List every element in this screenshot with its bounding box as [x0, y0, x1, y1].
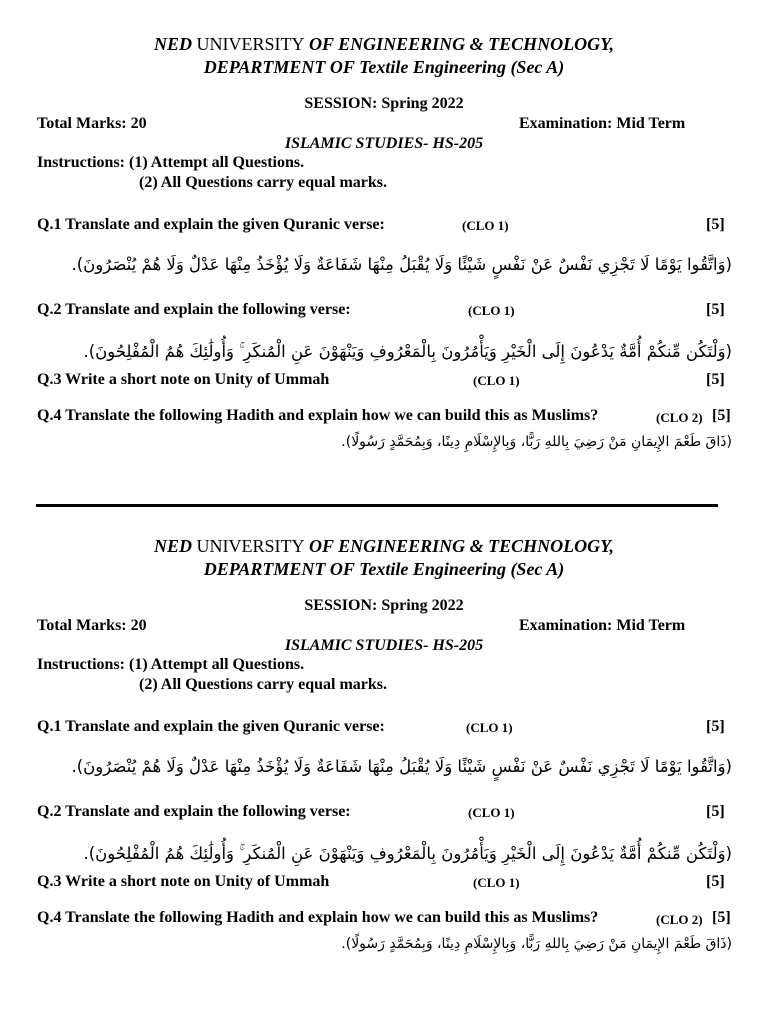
university-title — [0, 536, 768, 556]
univ-ned: NED — [153, 536, 192, 556]
question-1-clo: (CLO 1) — [462, 218, 509, 233]
univ-rest: OF ENGINEERING & TECHNOLOGY, — [308, 536, 615, 556]
instructions-line-2: (2) All Questions carry equal marks. — [139, 676, 387, 693]
question-2-clo: (CLO 1) — [468, 303, 515, 318]
question-1-text: Q.1 Translate and explain the given Quranic verse: — [37, 718, 385, 735]
question-3-text: Q.3 Write a short note on Unity of Ummah — [37, 371, 330, 388]
univ-rest: OF ENGINEERING & TECHNOLOGY, — [308, 34, 615, 54]
question-4-text: Q.4 Translate the following Hadith and explain how we can build this as Muslims? — [37, 909, 599, 926]
question-3-marks: [5] — [706, 873, 725, 890]
question-4-marks: [5] — [712, 407, 731, 424]
examination-type: Examination: Mid Term — [519, 115, 686, 132]
question-4-marks: [5] — [712, 909, 731, 926]
question-1-text: Q.1 Translate and explain the given Quranic verse: — [37, 216, 385, 233]
dept-name: Textile Engineering (Sec A) — [359, 57, 565, 77]
dept-prefix: DEPARTMENT OF — [203, 559, 355, 579]
question-3-text: Q.3 Write a short note on Unity of Ummah — [37, 873, 330, 890]
question-4-arabic-hadith: (ذَاقَ طَعْمَ الإِيمَانِ مَنْ رَضِيَ بِاللهِ رَبًّا، وَبِالإِسْلَامِ دِينًا، وَبِمُحَمَّدٍ رَسُولًا). — [341, 434, 732, 450]
total-marks: Total Marks: 20 — [37, 617, 147, 634]
department-title — [0, 559, 768, 579]
question-2-arabic-verse: (وَلْتَكُن مِّنكُمْ أُمَّةٌ يَدْعُونَ إِلَى الْخَيْرِ وَيَأْمُرُونَ بِالْمَعْرُوفِ وَيَنْهَوْنَ عَنِ الْمُنكَرِ ۚ وَأُولَٰئِكَ هُمُ الْمُفْلِحُونَ). — [83, 844, 732, 863]
exam-copy-top — [0, 0, 768, 500]
session-line: SESSION: Spring 2022 — [304, 95, 464, 112]
question-3-clo: (CLO 1) — [473, 373, 520, 388]
dept-name: Textile Engineering (Sec A) — [359, 559, 565, 579]
university-title — [0, 34, 768, 54]
question-3-clo: (CLO 1) — [473, 875, 520, 890]
course-title: ISLAMIC STUDIES- HS-205 — [284, 637, 484, 654]
question-4-clo: (CLO 2) — [656, 410, 703, 425]
exam-copy-bottom — [0, 502, 768, 1002]
question-4-text: Q.4 Translate the following Hadith and explain how we can build this as Muslims? — [37, 407, 599, 424]
question-1-marks: [5] — [706, 216, 725, 233]
department-title — [0, 57, 768, 77]
univ-university: UNIVERSITY — [196, 34, 305, 54]
examination-type: Examination: Mid Term — [519, 617, 686, 634]
univ-university: UNIVERSITY — [196, 536, 305, 556]
dept-prefix: DEPARTMENT OF — [203, 57, 355, 77]
question-2-text: Q.2 Translate and explain the following verse: — [37, 803, 351, 820]
question-1-marks: [5] — [706, 718, 725, 735]
instructions-line-1: Instructions: (1) Attempt all Questions. — [37, 656, 305, 673]
instructions-line-1: Instructions: (1) Attempt all Questions. — [37, 154, 305, 171]
question-1-clo: (CLO 1) — [466, 720, 513, 735]
total-marks: Total Marks: 20 — [37, 115, 147, 132]
instructions-line-2: (2) All Questions carry equal marks. — [139, 174, 387, 191]
question-2-marks: [5] — [706, 301, 725, 318]
question-1-arabic-verse: (وَاتَّقُوا يَوْمًا لَا تَجْزِي نَفْسٌ عَنْ نَفْسٍ شَيْئًا وَلَا يُقْبَلُ مِنْهَا شَفَاعَةٌ وَلَا يُؤْخَذُ مِنْهَا عَدْلٌ وَلَا هُمْ يُنْصَرُونَ). — [71, 255, 732, 274]
course-title: ISLAMIC STUDIES- HS-205 — [284, 135, 484, 152]
question-2-text: Q.2 Translate and explain the following verse: — [37, 301, 351, 318]
question-2-marks: [5] — [706, 803, 725, 820]
session-line: SESSION: Spring 2022 — [304, 597, 464, 614]
question-2-arabic-verse: (وَلْتَكُن مِّنكُمْ أُمَّةٌ يَدْعُونَ إِلَى الْخَيْرِ وَيَأْمُرُونَ بِالْمَعْرُوفِ وَيَنْهَوْنَ عَنِ الْمُنكَرِ ۚ وَأُولَٰئِكَ هُمُ الْمُفْلِحُونَ). — [83, 342, 732, 361]
question-3-marks: [5] — [706, 371, 725, 388]
question-4-clo: (CLO 2) — [656, 912, 703, 927]
univ-ned: NED — [153, 34, 192, 54]
question-1-arabic-verse: (وَاتَّقُوا يَوْمًا لَا تَجْزِي نَفْسٌ عَنْ نَفْسٍ شَيْئًا وَلَا يُقْبَلُ مِنْهَا شَفَاعَةٌ وَلَا يُؤْخَذُ مِنْهَا عَدْلٌ وَلَا هُمْ يُنْصَرُونَ). — [71, 757, 732, 776]
question-4-arabic-hadith: (ذَاقَ طَعْمَ الإِيمَانِ مَنْ رَضِيَ بِاللهِ رَبًّا، وَبِالإِسْلَامِ دِينًا، وَبِمُحَمَّدٍ رَسُولًا). — [341, 936, 732, 952]
question-2-clo: (CLO 1) — [468, 805, 515, 820]
